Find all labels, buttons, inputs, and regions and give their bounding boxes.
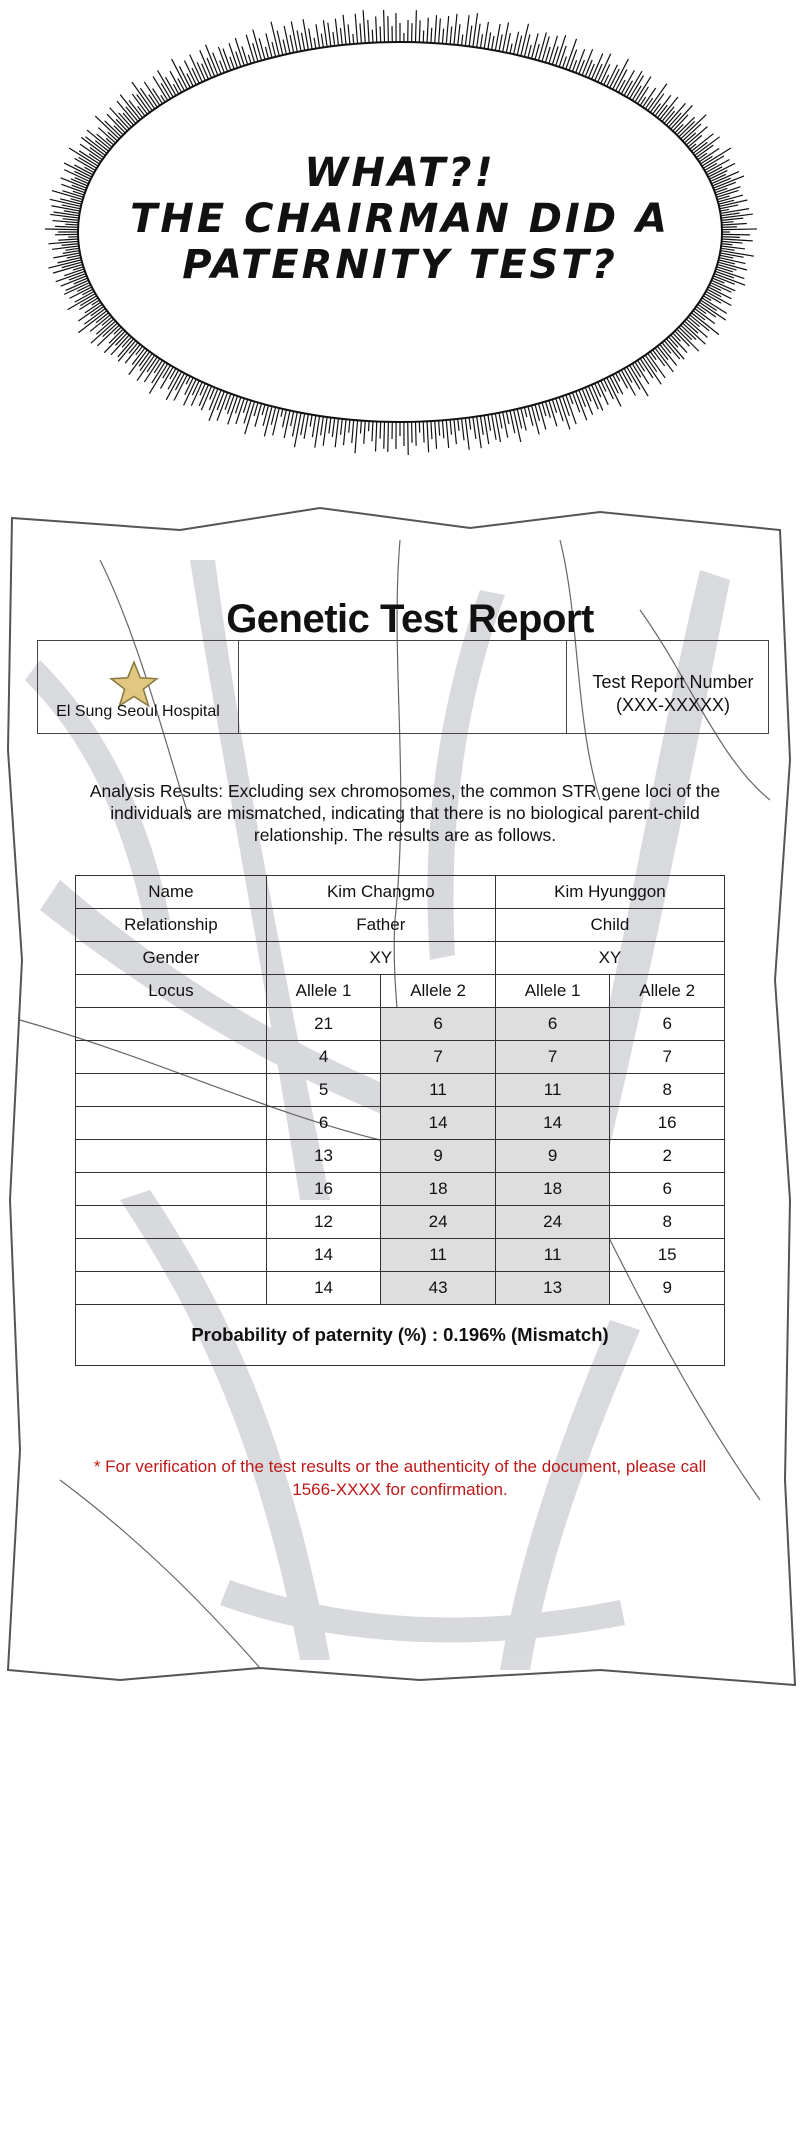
bubble-spike	[415, 10, 416, 46]
allele-cell: 5	[266, 1074, 381, 1107]
allele-cell: 9	[495, 1140, 610, 1173]
bubble-spike	[264, 403, 273, 437]
report-number-label: Test Report Number	[592, 672, 754, 692]
father-relationship: Father	[266, 909, 495, 942]
bubble-spike	[388, 418, 389, 452]
report-number	[573, 671, 773, 717]
allele-header: Allele 2	[381, 975, 496, 1008]
relationship-label: Relationship	[76, 909, 267, 942]
allele-cell: 13	[495, 1272, 610, 1305]
bubble-spike	[166, 368, 183, 400]
allele-cell: 16	[610, 1107, 725, 1140]
table-row	[76, 1305, 725, 1366]
table-row	[76, 1008, 725, 1041]
father-name: Kim Changmo	[266, 876, 495, 909]
allele-cell: 8	[610, 1206, 725, 1239]
allele-cell: 14	[266, 1272, 381, 1305]
bubble-spike	[363, 10, 365, 47]
allele-cell: 13	[266, 1140, 381, 1173]
allele-header: Allele 2	[610, 975, 725, 1008]
bubble-spike	[271, 22, 280, 60]
child-name: Kim Hyunggon	[495, 876, 724, 909]
bubble-spike	[408, 418, 409, 455]
results-table	[75, 875, 725, 1366]
table-row	[76, 975, 725, 1008]
allele-cell: 11	[381, 1239, 496, 1272]
bubble-spike	[465, 15, 469, 50]
bubble-spike	[688, 310, 719, 334]
locus-cell	[76, 1206, 267, 1239]
table-row	[76, 876, 725, 909]
table-row	[76, 1107, 725, 1140]
bubble-spike	[200, 50, 213, 81]
allele-cell: 14	[266, 1239, 381, 1272]
allele-cell: 15	[610, 1239, 725, 1272]
locus-cell	[76, 1074, 267, 1107]
allele-cell: 18	[381, 1173, 496, 1206]
allele-cell: 6	[495, 1008, 610, 1041]
bubble-spike	[294, 409, 301, 447]
bubble-spike	[343, 15, 346, 49]
locus-cell	[76, 1239, 267, 1272]
gender-label: Gender	[76, 942, 267, 975]
father-gender: XY	[266, 942, 495, 975]
allele-cell: 9	[381, 1140, 496, 1173]
allele-cell: 16	[266, 1173, 381, 1206]
header-divider	[566, 641, 567, 733]
analysis-results: Analysis Results: Excluding sex chromosomes, the common STR gene loci of the individuals are mismatched, indicating that there is no biological parent-child relationship. The results are as follows.	[89, 781, 721, 845]
bubble-spike	[633, 77, 651, 106]
hospital-name: El Sung Seoul Hospital	[56, 703, 220, 720]
allele-cell: 7	[495, 1041, 610, 1074]
bubble-spike	[355, 416, 358, 453]
bubble-spike	[531, 402, 540, 435]
allele-cell: 24	[381, 1206, 496, 1239]
allele-cell: 11	[381, 1074, 496, 1107]
bubble-spike	[625, 71, 642, 100]
allele-header: Allele 1	[495, 975, 610, 1008]
bubble-spike	[78, 308, 110, 332]
locus-cell	[76, 1041, 267, 1074]
bubble-spike	[376, 418, 377, 452]
locus-cell	[76, 1008, 267, 1041]
allele-header: Allele 1	[266, 975, 381, 1008]
allele-cell: 14	[381, 1107, 496, 1140]
bubble-line: WHAT?!	[304, 150, 496, 196]
allele-cell: 12	[266, 1206, 381, 1239]
child-relationship: Child	[495, 909, 724, 942]
locus-cell	[76, 1107, 267, 1140]
bubble-line: THE CHAIRMAN DID A	[130, 196, 670, 242]
allele-cell: 21	[266, 1008, 381, 1041]
allele-cell: 6	[610, 1173, 725, 1206]
allele-cell: 8	[610, 1074, 725, 1107]
verification-footnote: * For verification of the test results or the authenticity of the document, please call 1566-XXXX for confirmation.	[93, 1457, 707, 1499]
bubble-spike	[291, 21, 298, 55]
name-label: Name	[76, 876, 267, 909]
allele-cell: 6	[610, 1008, 725, 1041]
document-header	[37, 640, 769, 734]
bubble-spike	[384, 10, 385, 46]
allele-cell: 14	[495, 1107, 610, 1140]
allele-cell: 6	[381, 1008, 496, 1041]
locus-label: Locus	[76, 975, 267, 1008]
allele-cell: 11	[495, 1074, 610, 1107]
allele-cell: 18	[495, 1173, 610, 1206]
table-row	[76, 1041, 725, 1074]
bubble-spike	[427, 417, 429, 452]
allele-cell: 7	[610, 1041, 725, 1074]
speech-bubble-text	[60, 150, 740, 288]
bubble-spike	[465, 414, 469, 450]
report-number-value: (XXX-XXXXX)	[615, 695, 731, 715]
bubble-spike	[513, 406, 521, 442]
allele-cell: 9	[610, 1272, 725, 1305]
bubble-spike	[206, 45, 220, 79]
locus-cell	[76, 1140, 267, 1173]
table-row	[76, 1272, 725, 1305]
bubble-spike	[611, 59, 628, 93]
bubble-spike	[209, 386, 223, 420]
child-gender: XY	[495, 942, 724, 975]
bubble-spike	[678, 115, 706, 142]
table-row	[76, 1074, 725, 1107]
table-row	[76, 942, 725, 975]
bubble-spike	[355, 14, 358, 48]
allele-cell: 2	[610, 1140, 725, 1173]
allele-cell: 43	[381, 1272, 496, 1305]
table-row	[76, 909, 725, 942]
bubble-spike	[596, 54, 611, 86]
bubble-line: PATERNITY TEST?	[182, 242, 618, 288]
bubble-spike	[454, 14, 457, 49]
allele-cell: 11	[495, 1239, 610, 1272]
locus-cell	[76, 1173, 267, 1206]
paternity-probability: Probability of paternity (%) : 0.196% (Mismatch)	[76, 1305, 725, 1366]
allele-cell: 24	[495, 1206, 610, 1239]
locus-cell	[76, 1272, 267, 1305]
table-row	[76, 1206, 725, 1239]
bubble-spike	[190, 55, 204, 86]
header-divider	[238, 641, 239, 733]
table-row	[76, 1173, 725, 1206]
bubble-spike	[502, 22, 509, 55]
bubble-spike	[184, 376, 198, 406]
document-title: Genetic Test Report	[226, 597, 594, 641]
table-row	[76, 1239, 725, 1272]
bubble-spike	[520, 24, 529, 60]
table-row	[76, 1140, 725, 1173]
allele-cell: 6	[266, 1107, 381, 1140]
allele-cell: 7	[381, 1041, 496, 1074]
allele-cell: 4	[266, 1041, 381, 1074]
